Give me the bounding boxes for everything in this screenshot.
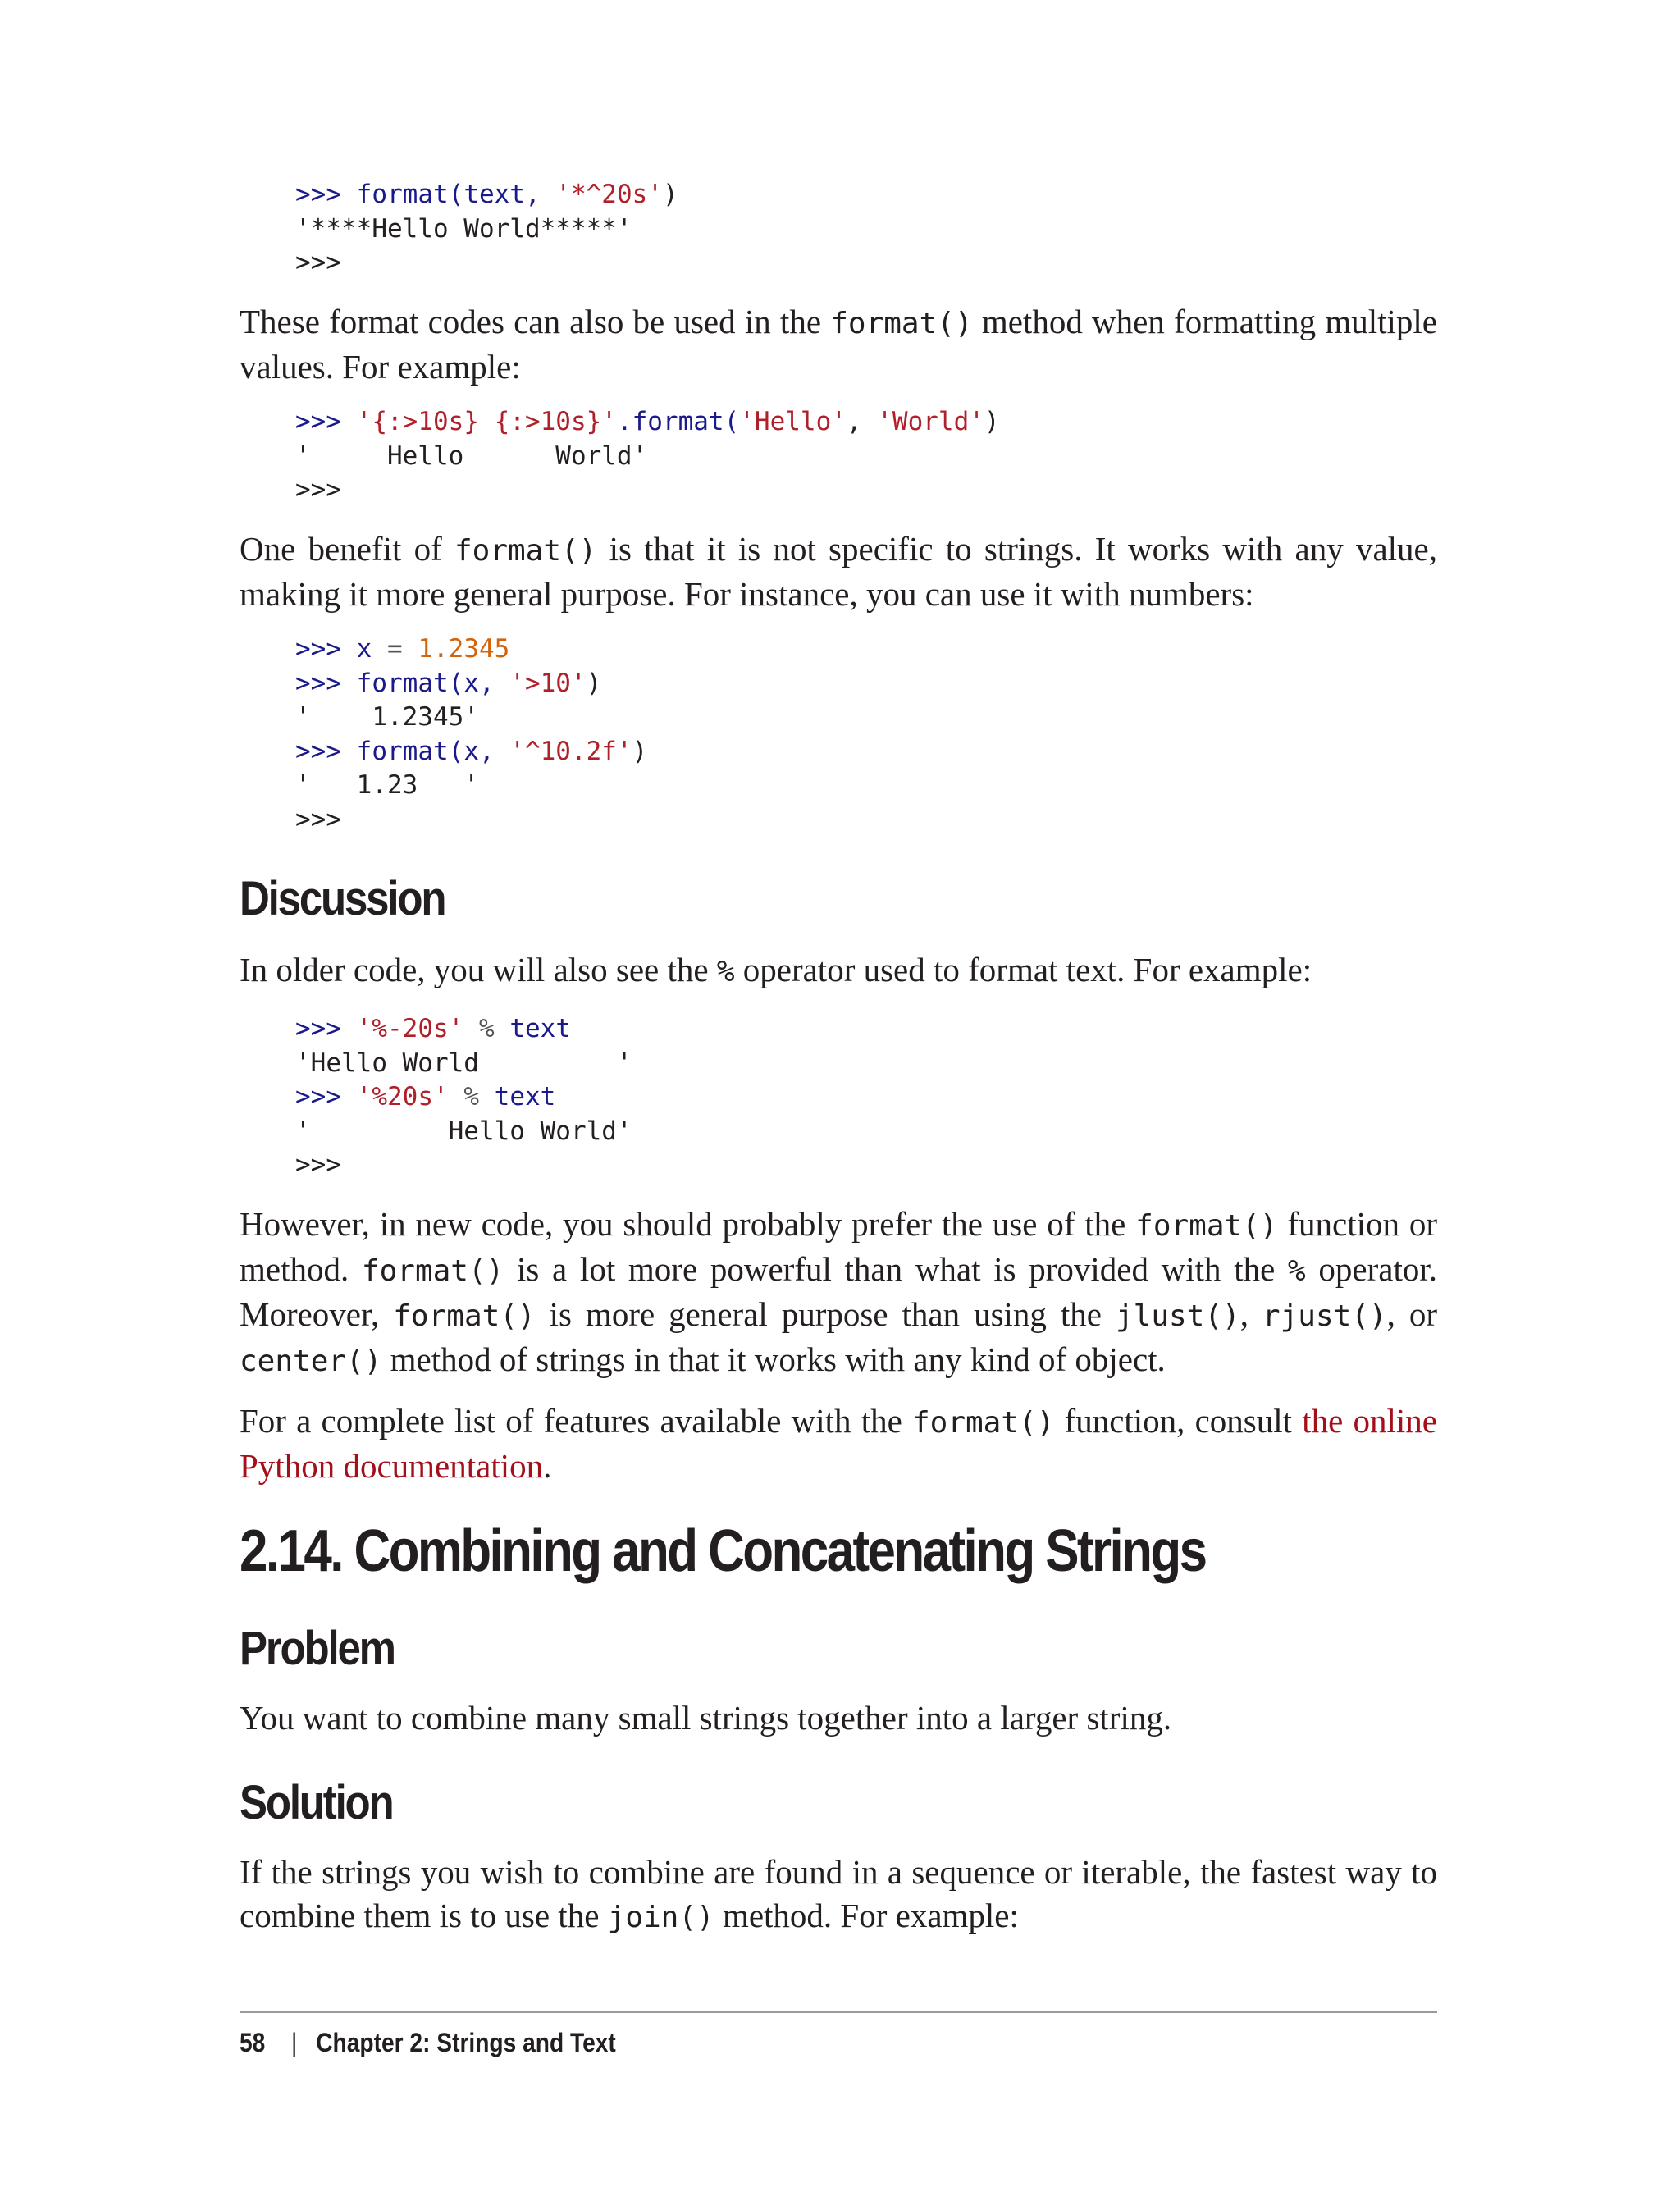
code-prompt: >>> (295, 634, 341, 664)
code-block-format-center (295, 178, 678, 281)
text-span: is that it is not specific to strings. It works with any value, making it more general purpose. For instance, you can use it with numbers: (240, 530, 1437, 613)
text-span: is a lot more powerful than what is provided with the (504, 1250, 1289, 1288)
inline-code: format() (361, 1254, 504, 1288)
text-span: . (543, 1447, 552, 1485)
code-output: ' Hello World' (295, 441, 648, 471)
text-span: For a complete list of features available with the (240, 1402, 912, 1440)
code-string: '{:>10s} {:>10s}' (356, 407, 617, 436)
code-comma: , (846, 407, 878, 436)
code-call: .format( (616, 407, 740, 436)
code-string: '^10.2f' (509, 736, 632, 766)
code-prompt: >>> (295, 180, 341, 209)
text-span: One benefit of (240, 530, 454, 568)
text-span: method of strings in that it works with any kind of object. (381, 1340, 1166, 1378)
code-prompt: >>> (295, 475, 341, 504)
code-prompt: >>> (295, 1150, 341, 1180)
text-span: method when formatting multiple values. For example: (240, 303, 1437, 386)
heading-solution: Solution (240, 1776, 393, 1829)
footer-divider (240, 2011, 1437, 2013)
paragraph-problem: You want to combine many small strings together into a larger string. (240, 1699, 1172, 1737)
paragraph-documentation (240, 1399, 1437, 1488)
inline-code: rjust() (1262, 1299, 1387, 1333)
code-output: ' 1.2345' (295, 702, 479, 732)
paragraph-percent-operator (240, 948, 1437, 993)
text-span: function, consult (1054, 1402, 1303, 1440)
code-string: '*^20s' (555, 180, 663, 209)
code-prompt: >>> (295, 1014, 341, 1043)
inline-code: format() (454, 534, 597, 568)
footer-chapter-title: Chapter 2: Strings and Text (316, 2028, 616, 2057)
code-prompt: >>> (295, 804, 341, 834)
inline-code: format() (911, 1406, 1055, 1440)
code-string: '>10' (509, 668, 587, 698)
code-block-format-numbers (295, 632, 647, 837)
code-call: format(x, (356, 668, 510, 698)
code-prompt: >>> (295, 668, 341, 698)
code-number: 1.2345 (402, 634, 510, 664)
text-span: method. For example: (714, 1897, 1019, 1934)
text-span: is more general purpose than using the (535, 1295, 1116, 1333)
text-span: However, in new code, you should probably prefer the use of the (240, 1205, 1136, 1243)
text-span: , or (1386, 1295, 1438, 1333)
code-paren: ) (586, 668, 602, 698)
inline-code: format() (1135, 1209, 1278, 1243)
inline-code: format() (393, 1299, 536, 1333)
inline-code: % (1288, 1254, 1306, 1288)
text-span: If the strings you wish to combine are found in a sequence or iterable, the fastest way to combine them is to use the (240, 1853, 1437, 1934)
code-string: '%20s' (356, 1082, 449, 1112)
code-operator: = (387, 634, 403, 664)
text-span: operator. Moreover, (240, 1250, 1437, 1333)
code-variable: text (509, 1014, 571, 1043)
code-output: '****Hello World*****' (295, 213, 632, 244)
code-operator: % (463, 1014, 510, 1043)
code-prompt: >>> (295, 736, 341, 766)
code-prompt: >>> (295, 248, 341, 277)
code-variable: text (494, 1082, 556, 1112)
code-prompt: >>> (295, 1082, 341, 1112)
text-span: In older code, you will also see the (240, 951, 717, 988)
page-footer (240, 2028, 616, 2058)
paragraph-format-benefit (240, 527, 1437, 616)
python-docs-link[interactable]: the online Python documentation (240, 1402, 1437, 1485)
code-paren: ) (984, 407, 1000, 436)
code-string: 'World' (877, 407, 984, 436)
code-block-percent-format (295, 1012, 632, 1183)
text-span: operator used to format text. For example: (734, 951, 1312, 988)
inline-code: join() (607, 1901, 714, 1934)
code-output: 'Hello World ' (295, 1048, 632, 1078)
code-block-format-method (295, 405, 1000, 508)
footer-separator: | (291, 2028, 298, 2057)
paragraph-solution (240, 1851, 1437, 1939)
paragraph-prefer-format (240, 1203, 1437, 1383)
page-number: 58 (240, 2028, 266, 2057)
code-string: 'Hello' (739, 407, 847, 436)
inline-code: center() (240, 1344, 382, 1378)
code-string: '%-20s' (356, 1014, 464, 1043)
code-paren: ) (632, 736, 648, 766)
code-operator: % (448, 1082, 495, 1112)
code-prompt: >>> (295, 407, 341, 436)
chapter-section-title: 2.14. Combining and Concatenating Strings (240, 1518, 1206, 1584)
text-span: , (1239, 1295, 1262, 1333)
code-call: format(x, (356, 736, 510, 766)
inline-code: % (716, 955, 735, 988)
code-output: ' Hello World' (295, 1116, 632, 1146)
inline-code: jlust() (1115, 1299, 1240, 1333)
code-call: format(text, (356, 180, 556, 209)
heading-problem: Problem (240, 1622, 395, 1675)
text-span: These format codes can also be used in the (240, 303, 831, 340)
code-variable: x (356, 634, 387, 664)
text-span: function or method. (240, 1205, 1437, 1288)
paragraph-format-method (240, 300, 1437, 389)
code-output: ' 1.23 ' (295, 770, 479, 800)
inline-code: format() (830, 307, 973, 340)
code-paren: ) (662, 180, 678, 209)
heading-discussion: Discussion (240, 872, 445, 925)
